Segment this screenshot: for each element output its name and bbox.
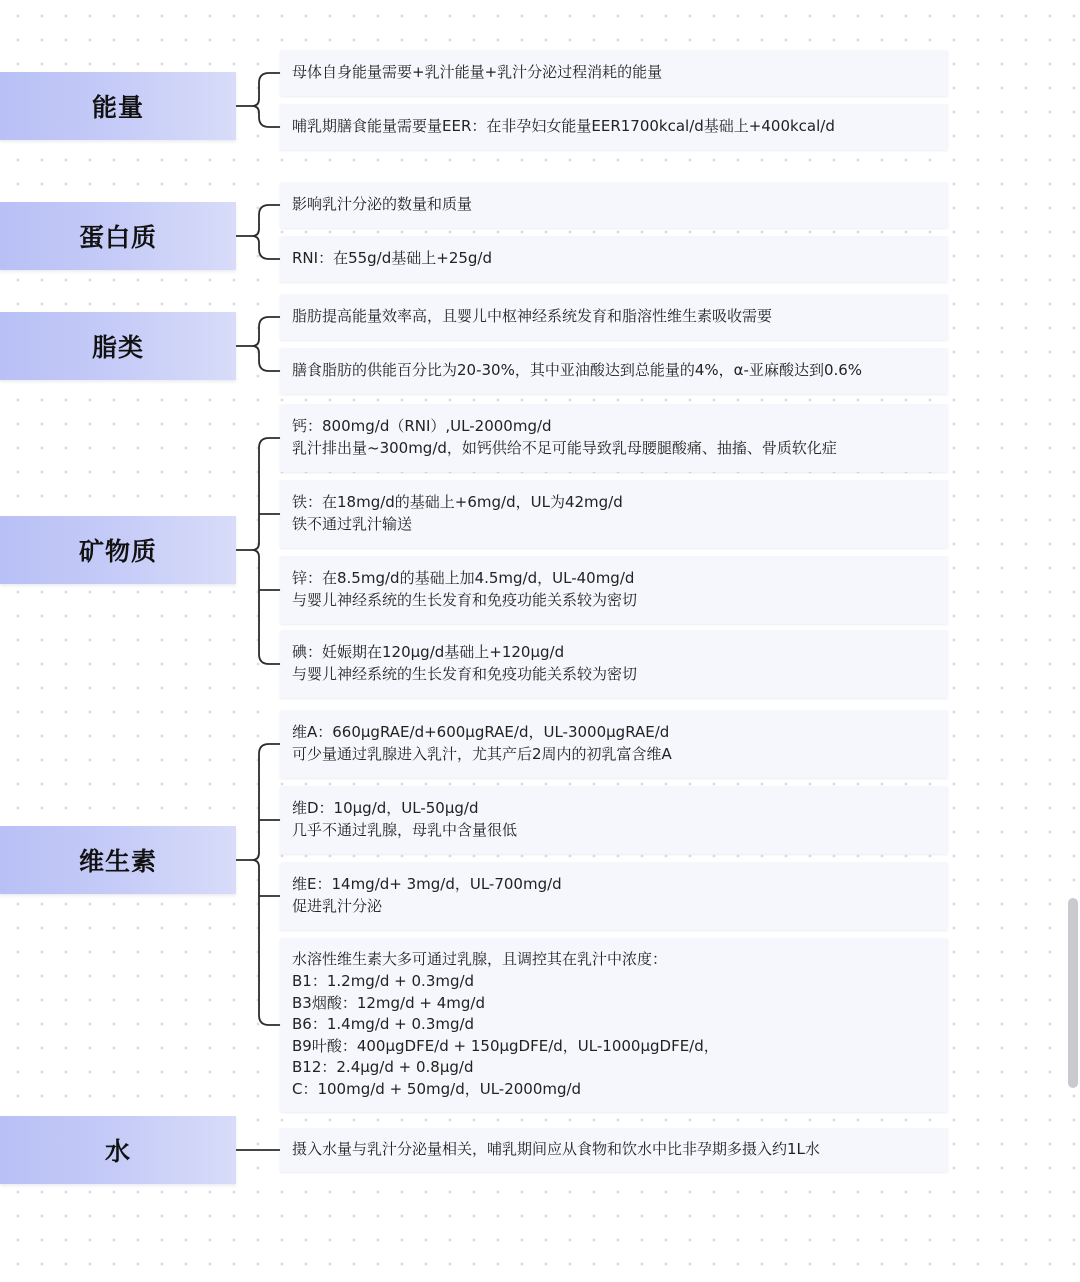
topic-node-water[interactable] [0,1116,236,1184]
note-line: B6：1.4mg/d + 0.3mg/d [292,1015,475,1034]
note-line: 维A：660μgRAE/d+600μgRAE/d，UL-3000μgRAE/d [292,723,670,742]
note-line: 乳汁排出量~300mg/d，如钙供给不足可能导致乳母腰腿酸痛、抽搐、骨质软化症 [292,439,837,457]
note-box-vitamins-2[interactable] [280,786,948,854]
note-line: 促进乳汁分泌 [292,897,383,915]
note-box-protein-1[interactable] [280,182,948,228]
note-box-minerals-2[interactable] [280,480,948,548]
note-box-minerals-4[interactable] [280,630,948,698]
topic-label: 矿物质 [78,537,157,566]
note-line: 维E：14mg/d+ 3mg/d，UL-700mg/d [292,875,562,894]
note-line: 影响乳汁分泌的数量和质量 [292,195,473,214]
connector-brace-lipids [236,317,280,371]
note-line: 母体自身能量需要+乳汁能量+乳汁分泌过程消耗的能量 [292,63,663,82]
topic-node-energy[interactable] [0,72,236,140]
note-line: C：100mg/d + 50mg/d，UL-2000mg/d [292,1079,582,1098]
note-line: 锌：在8.5mg/d的基础上加4.5mg/d，UL-40mg/d [292,569,635,588]
note-box-lipids-1[interactable] [280,294,948,340]
topic-node-minerals[interactable] [0,516,236,584]
connector-brace-protein [236,205,280,259]
note-line: 摄入水量与乳汁分泌量相关，哺乳期间应从食物和饮水中比非孕期多摄入约1L水 [292,1140,820,1159]
connector-brace-vitamins [236,744,280,1025]
connector-brace-energy [236,73,280,127]
topic-node-vitamins[interactable] [0,826,236,894]
topic-node-lipids[interactable] [0,312,236,380]
note-line: 膳食脂肪的供能百分比为20-30%，其中亚油酸达到总能量的4%，α-亚麻酸达到0.6% [292,361,863,380]
note-line: 几乎不通过乳腺，母乳中含量很低 [292,821,518,839]
note-line: 铁：在18mg/d的基础上+6mg/d，UL为42mg/d [292,493,623,512]
note-line: 碘：妊娠期在120μg/d基础上+120μg/d [292,643,565,662]
note-box-energy-2[interactable] [280,104,948,150]
note-line: 铁不通过乳汁输送 [292,515,413,533]
note-box-vitamins-4[interactable] [280,938,948,1112]
note-line: 水溶性维生素大多可通过乳腺，且调控其在乳汁中浓度： [292,950,668,969]
note-line: 与婴儿神经系统的生长发育和免疫功能关系较为密切 [292,665,638,683]
topic-node-protein[interactable] [0,202,236,270]
note-line: B9叶酸：400μgDFE/d + 150μgDFE/d，UL-1000μgDFE/d， [292,1036,719,1055]
topic-label: 能量 [91,93,144,122]
note-box-energy-1[interactable] [280,50,948,96]
note-line: 维D：10μg/d，UL-50μg/d [292,799,479,818]
note-box-vitamins-1[interactable] [280,710,948,778]
note-line: B12：2.4μg/d + 0.8μg/d [292,1058,474,1077]
note-box-protein-2[interactable] [280,236,948,282]
note-line: 与婴儿神经系统的生长发育和免疫功能关系较为密切 [292,591,638,609]
topic-label: 脂类 [91,333,144,362]
note-line: B3烟酸：12mg/d + 4mg/d [292,993,485,1012]
scrollbar[interactable] [1068,898,1078,1088]
note-line: 哺乳期膳食能量需要量EER：在非孕妇女能量EER1700kcal/d基础上+400kcal/d [292,117,835,136]
note-box-water-1[interactable] [280,1128,948,1172]
note-box-minerals-1[interactable] [280,404,948,472]
note-box-vitamins-3[interactable] [280,862,948,930]
topic-label: 维生素 [78,847,157,876]
topic-label: 蛋白质 [78,223,157,252]
note-line: RNI：在55g/d基础上+25g/d [292,249,493,268]
note-box-minerals-3[interactable] [280,556,948,624]
topic-label: 水 [104,1137,131,1166]
note-line: 脂肪提高能量效率高，且婴儿中枢神经系统发育和脂溶性维生素吸收需要 [292,307,773,326]
connector-brace-minerals [236,438,280,664]
note-line: 钙：800mg/d（RNI）,UL-2000mg/d [292,417,552,436]
note-line: B1：1.2mg/d + 0.3mg/d [292,972,475,991]
note-line: 可少量通过乳腺进入乳汁，尤其产后2周内的初乳富含维A [292,745,672,763]
note-box-lipids-2[interactable] [280,348,948,394]
